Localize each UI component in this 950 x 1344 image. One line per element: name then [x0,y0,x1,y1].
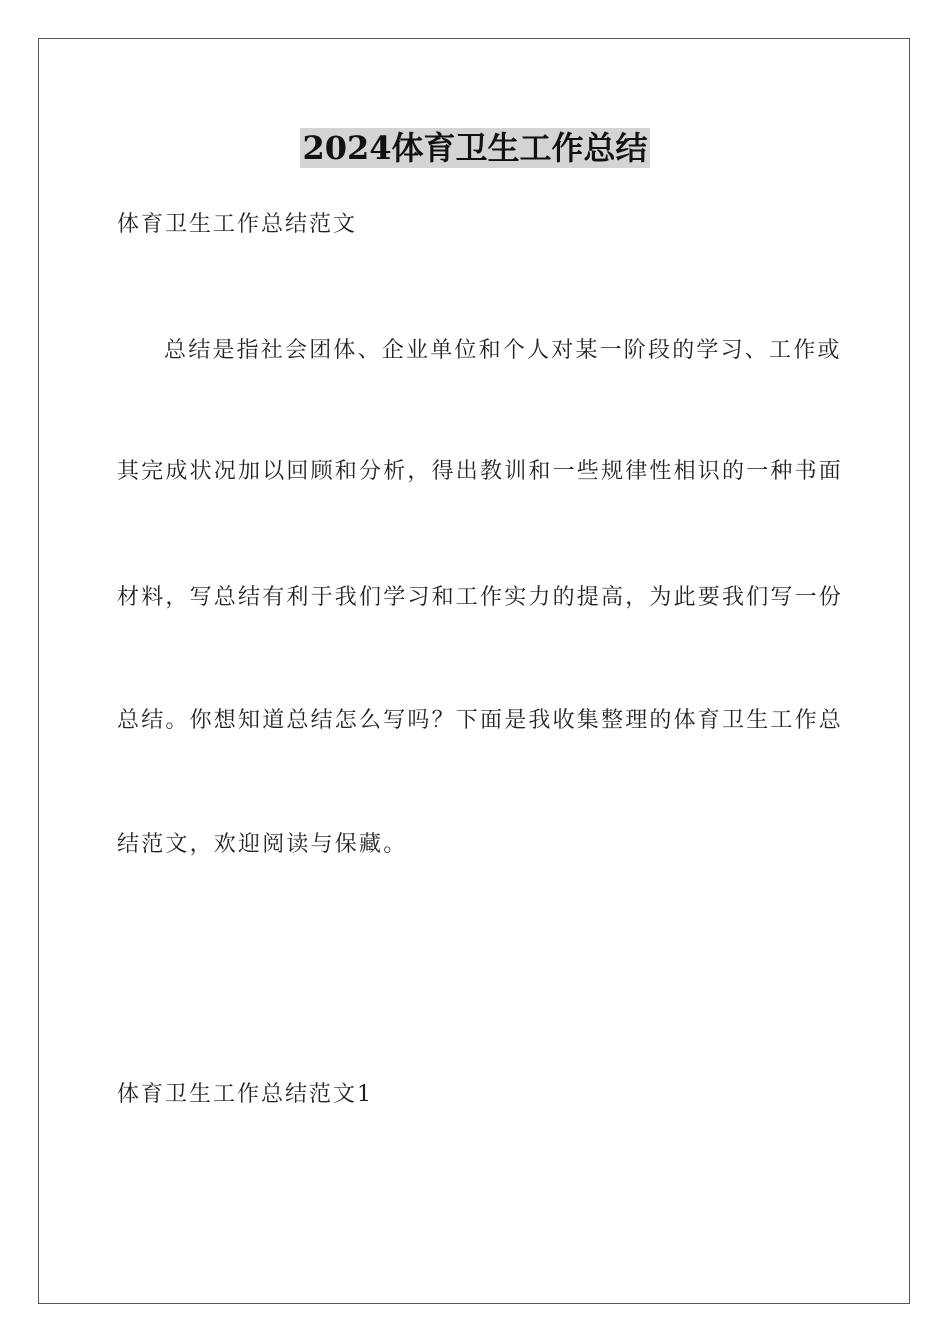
intro-paragraph-line-4: 总结。你想知道总结怎么写吗？下面是我收集整理的体育卫生工作总 [117,708,844,733]
document-subtitle: 体育卫生工作总结范文 [117,212,358,237]
intro-paragraph-line-2: 其完成状况加以回顾和分析，得出教训和一些规律性相识的一种书面 [117,459,844,484]
intro-paragraph-line-3: 材料，写总结有利于我们学习和工作实力的提高，为此要我们写一份 [117,585,844,610]
section-heading: 体育卫生工作总结范文1 [117,1082,373,1107]
intro-paragraph-line-5: 结范文，欢迎阅读与保藏。 [117,832,408,857]
title-container [0,128,950,168]
intro-paragraph-line-1: 总结是指社会团体、企业单位和个人对某一阶段的学习、工作或 [164,338,842,363]
document-title: 2024体育卫生工作总结 [302,129,648,167]
